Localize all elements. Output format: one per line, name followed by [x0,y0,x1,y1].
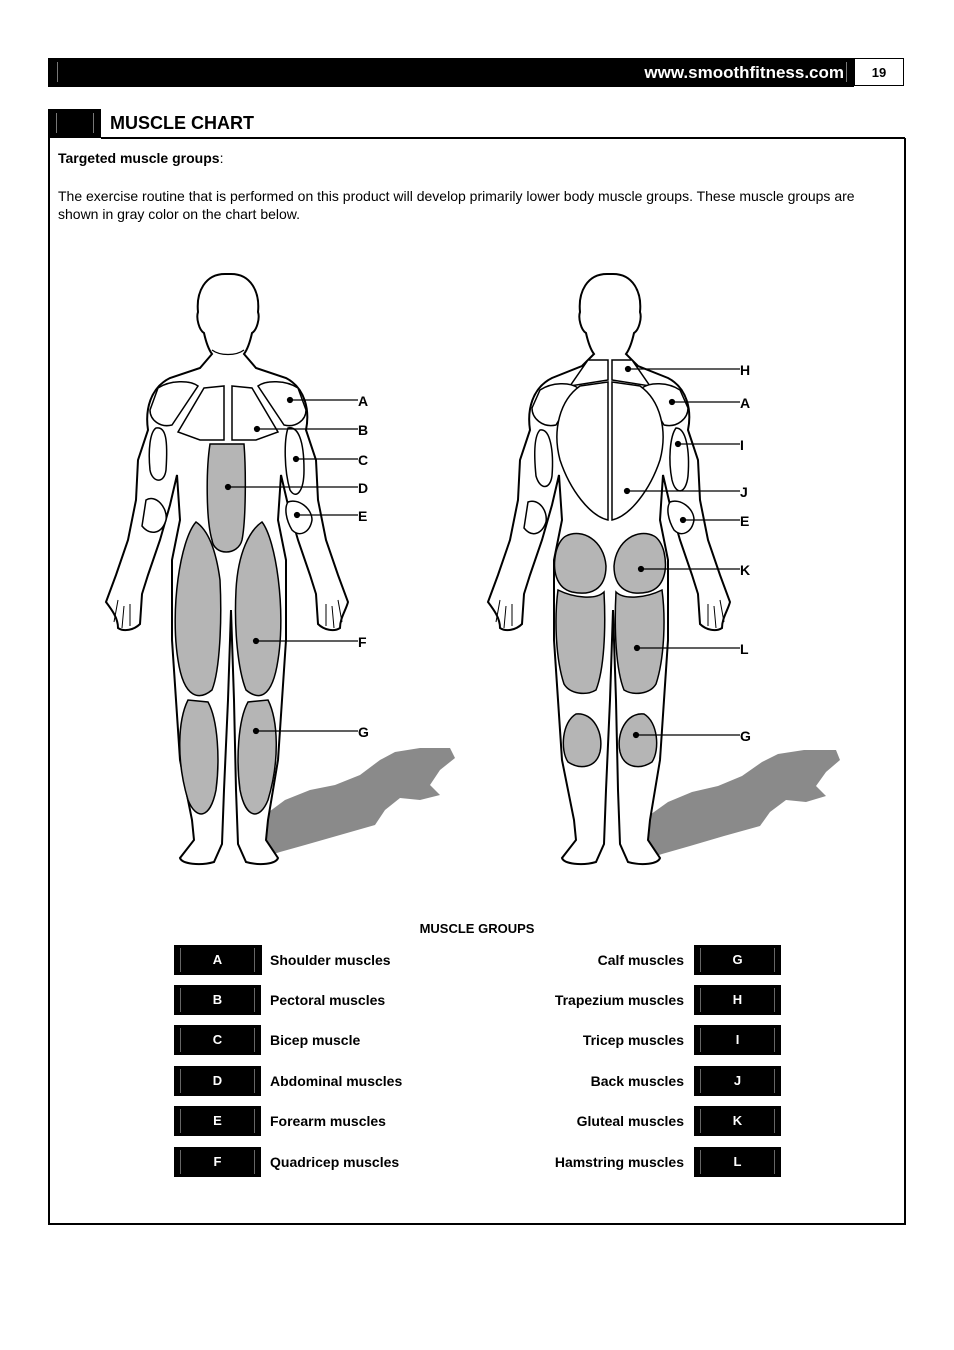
back-label-a: A [740,395,751,411]
legend-key-right: K [694,1106,781,1136]
legend-key-right: G [694,945,781,975]
front-label-d: D [358,480,369,496]
legend-name-left: Shoulder muscles [270,952,391,968]
front-label-a: A [358,393,369,409]
intro-heading-text: Targeted muscle groups [58,150,220,166]
back-tricep-right [670,428,689,491]
legend-row [174,1106,781,1136]
front-label-b: B [358,422,369,438]
legend-key-left: D [174,1066,261,1096]
back-label-l: L [740,641,749,657]
legend-name-right: Trapezium muscles [554,992,684,1008]
legend-row [174,985,781,1015]
legend-key-right: J [694,1066,781,1096]
back-tricep-left [535,430,553,487]
intro-heading-colon: : [219,150,224,166]
front-label-c: C [358,452,369,468]
legend-key-left: F [174,1147,261,1177]
legend-key-right: L [694,1147,781,1177]
back-label-g: G [740,728,751,744]
legend-key-left: A [174,945,261,975]
legend-name-right: Tricep muscles [582,1032,684,1048]
back-label-h: H [740,362,751,378]
back-hamstring-left [556,590,605,693]
back-label-i: I [740,437,744,453]
legend-key-right: I [694,1025,781,1055]
legend-row [174,1025,781,1055]
page-number: 19 [854,58,904,86]
front-outline [106,274,348,864]
legend-name-right: Back muscles [590,1073,684,1089]
front-label-f: F [358,634,367,650]
website-url: www.smoothfitness.com [644,63,844,82]
legend-name-left: Abdominal muscles [270,1073,403,1089]
front-shadow [255,748,455,860]
front-label-g: G [358,724,369,740]
legend-name-left: Quadricep muscles [270,1154,400,1170]
front-bicep-left [149,428,166,480]
back-label-k: K [740,562,751,578]
front-body [106,274,455,864]
back-label-e: E [740,513,750,529]
legend-name-right: Calf muscles [597,952,684,968]
intro-paragraph: The exercise routine that is performed on this product will develop primarily lower body muscle groups. These muscle groups are shown in gray color on the chart below. [58,188,855,222]
front-label-e: E [358,508,368,524]
front-calf-left [180,700,218,814]
legend-key-left: E [174,1106,261,1136]
legend-title: MUSCLE GROUPS [419,921,535,936]
legend-row [174,1147,781,1177]
legend-row [174,945,781,975]
legend-name-right: Hamstring muscles [554,1154,684,1170]
legend-key-left: B [174,985,261,1015]
legend-key-left: C [174,1025,261,1055]
legend-row [174,1066,781,1096]
section-title: MUSCLE CHART [110,113,254,133]
legend-name-left: Pectoral muscles [270,992,386,1008]
back-shadow [638,750,840,862]
back-labels [740,362,751,744]
legend-key-right: H [694,985,781,1015]
legend-name-left: Bicep muscle [270,1032,361,1048]
front-abdominal [207,444,245,552]
legend-name-left: Forearm muscles [270,1113,386,1129]
front-labels [358,393,369,740]
legend-name-right: Gluteal muscles [576,1113,684,1129]
back-hamstring-right [615,590,664,693]
back-label-j: J [740,484,748,500]
